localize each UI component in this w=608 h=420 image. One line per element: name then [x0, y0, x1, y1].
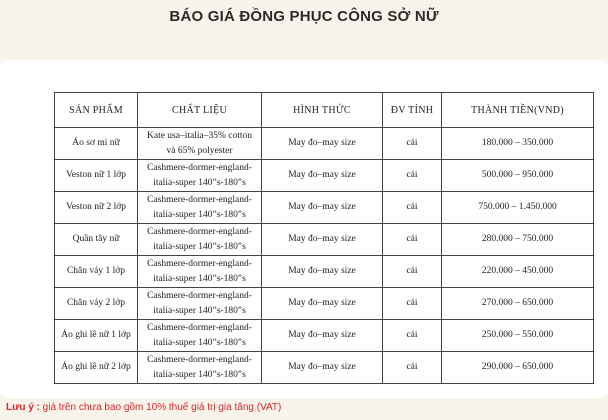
- header-band: [0, 0, 608, 56]
- cell-material: [138, 224, 262, 256]
- material-line: italia-super 140”s-180”s: [153, 241, 246, 252]
- table-row: [55, 256, 594, 288]
- cell-price: 270.000 – 650.000: [442, 288, 594, 320]
- cell-form: May đo–may size: [262, 192, 383, 224]
- table-row: [55, 128, 594, 160]
- cell-unit: cái: [383, 160, 442, 192]
- cell-product: Áo ghi lê nữ 1 lớp: [55, 320, 138, 352]
- table-row: [55, 288, 594, 320]
- cell-form: May đo–may size: [262, 288, 383, 320]
- cell-material: [138, 288, 262, 320]
- table-row: [55, 160, 594, 192]
- cell-material: [138, 256, 262, 288]
- material-line: Cashmere-dormer-england-: [147, 322, 252, 333]
- material-line: Cashmere-dormer-england-: [147, 258, 252, 269]
- table-row: [55, 224, 594, 256]
- cell-material: [138, 160, 262, 192]
- cell-unit: cái: [383, 224, 442, 256]
- cell-product: Veston nữ 1 lớp: [55, 160, 138, 192]
- note-text: giá trên chưa bao gồm 10% thuế giá trị gia tăng (VAT): [39, 402, 282, 413]
- vat-note: [6, 402, 281, 413]
- table-row: [55, 320, 594, 352]
- cell-price: 220.000 – 450.000: [442, 256, 594, 288]
- cell-unit: cái: [383, 288, 442, 320]
- cell-price: 750.000 – 1.450.000: [442, 192, 594, 224]
- material-line: italia-super 140”s-180”s: [153, 305, 246, 316]
- table-row: [55, 192, 594, 224]
- material-line: italia-super 140”s-180”s: [153, 273, 246, 284]
- material-line: italia-super 140”s-180”s: [153, 369, 246, 380]
- cell-price: 290.000 – 650.000: [442, 352, 594, 384]
- cell-product: Chân váy 2 lớp: [55, 288, 138, 320]
- cell-form: May đo–may size: [262, 160, 383, 192]
- cell-price: 180.000 – 350.000: [442, 128, 594, 160]
- cell-form: May đo–may size: [262, 256, 383, 288]
- cell-product: Áo ghi lê nữ 2 lớp: [55, 352, 138, 384]
- material-line: italia-super 140”s-180”s: [153, 209, 246, 220]
- material-line: Cashmere-dormer-england-: [147, 354, 252, 365]
- cell-unit: cái: [383, 352, 442, 384]
- table-header-row: [55, 93, 594, 128]
- header-price: THÀNH TIỀN(VND): [442, 93, 594, 128]
- cell-material: [138, 128, 262, 160]
- header-product: SẢN PHẨM: [55, 93, 138, 128]
- cell-product: Áo sơ mi nữ: [55, 128, 138, 160]
- price-table: [54, 92, 594, 384]
- cell-price: 250.000 – 550.000: [442, 320, 594, 352]
- cell-form: May đo–may size: [262, 320, 383, 352]
- material-line: Cashmere-dormer-england-: [147, 290, 252, 301]
- cell-product: Chân váy 1 lớp: [55, 256, 138, 288]
- table-row: [55, 352, 594, 384]
- note-label: Lưu ý :: [6, 402, 40, 413]
- page-title: BÁO GIÁ ĐỒNG PHỤC CÔNG SỞ NỮ: [169, 8, 439, 25]
- cell-unit: cái: [383, 256, 442, 288]
- material-line: Cashmere-dormer-england-: [147, 194, 252, 205]
- header-material: CHẤT LIỆU: [138, 93, 262, 128]
- cell-material: [138, 192, 262, 224]
- cell-material: [138, 320, 262, 352]
- cell-unit: cái: [383, 192, 442, 224]
- cell-form: May đo–may size: [262, 128, 383, 160]
- cell-form: May đo–may size: [262, 352, 383, 384]
- material-line: italia-super 140”s-180”s: [153, 337, 246, 348]
- material-line: Kate usa–italia–35% cotton: [147, 130, 252, 141]
- cell-price: 280.000 – 750.000: [442, 224, 594, 256]
- material-line: và 65% polyester: [166, 145, 233, 156]
- cell-product: Veston nữ 2 lớp: [55, 192, 138, 224]
- material-line: italia-super 140”s-180”s: [153, 177, 246, 188]
- header-form: HÌNH THỨC: [262, 93, 383, 128]
- cell-form: May đo–may size: [262, 224, 383, 256]
- material-line: Cashmere-dormer-england-: [147, 226, 252, 237]
- cell-material: [138, 352, 262, 384]
- cell-unit: cái: [383, 128, 442, 160]
- header-unit: ĐV TÍNH: [383, 93, 442, 128]
- material-line: Cashmere-dormer-england-: [147, 162, 252, 173]
- cell-unit: cái: [383, 320, 442, 352]
- cell-price: 500.000 – 950.000: [442, 160, 594, 192]
- cell-product: Quần tây nữ: [55, 224, 138, 256]
